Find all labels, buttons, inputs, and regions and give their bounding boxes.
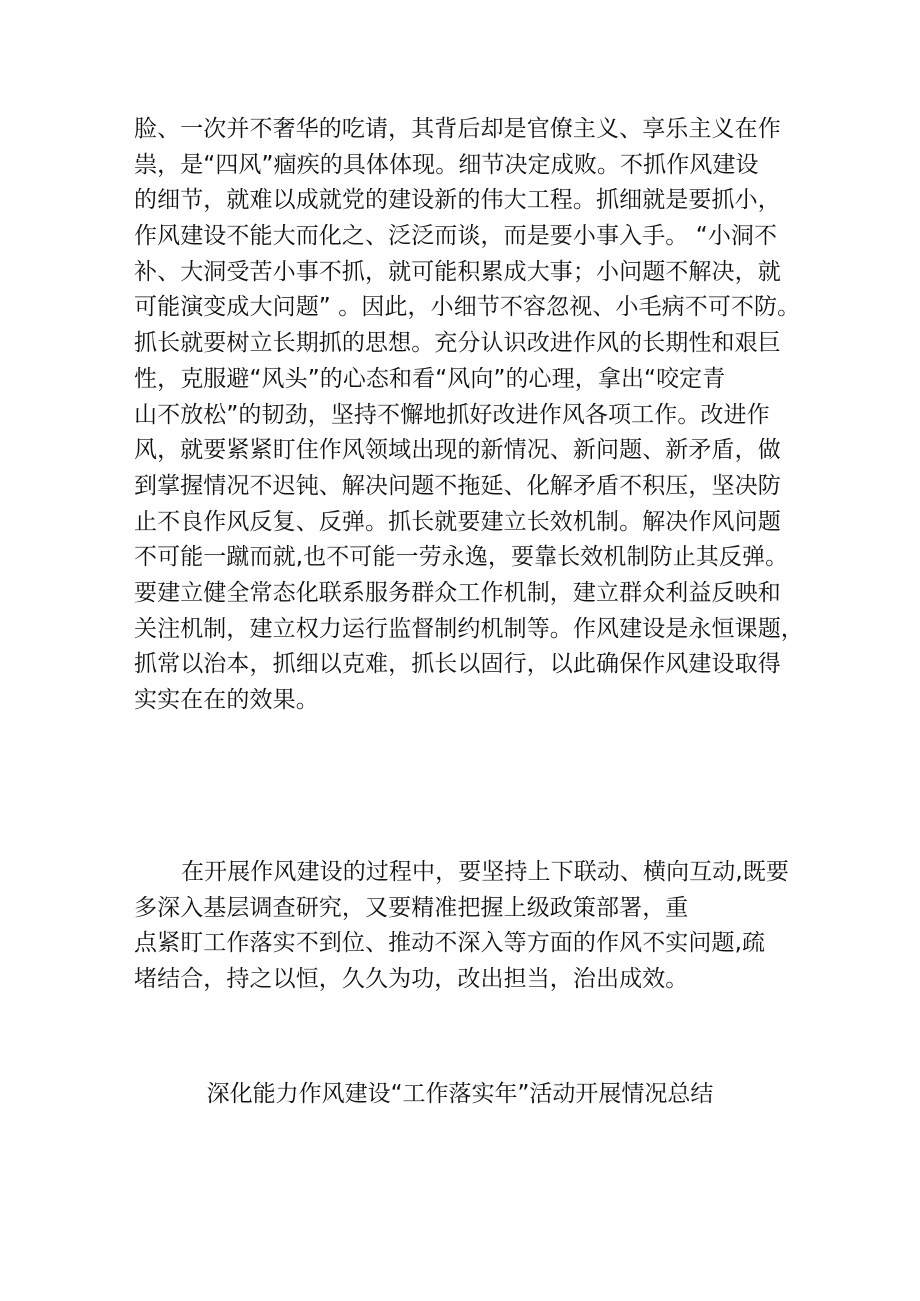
text-line: 性，克服避“风头”的心态和看“风向”的心理，拿出“咬定青 xyxy=(134,365,726,392)
text-line: 补、大洞受苦小事不抓，就可能积累成大事；小问题不解决，就 xyxy=(134,258,781,285)
text-line: 抓长就要树立长期抓的思想。充分认识改进作风的长期性和艰巨 xyxy=(134,330,781,357)
body-paragraph-2 xyxy=(134,855,804,998)
text-line: 多深入基层调查研究，又要精准把握上级政策部署，重 xyxy=(134,894,689,921)
text-line-indented: 在开展作风建设的过程中，要坚持上下联动、横向互动,既要 xyxy=(181,859,790,885)
text-line: 关注机制，建立权力运行监督制约机制等。作风建设是永恒课题， xyxy=(134,615,804,642)
text-line: 要建立健全常态化联系服务群众工作机制，建立群众利益反映和 xyxy=(134,579,781,606)
text-line: 点紧盯工作落实不到位、推动不深入等方面的作风不实问题,疏 xyxy=(134,930,766,957)
text-line: 止不良作风反复、反弹。抓长就要建立长效机制。解决作风问题 xyxy=(134,508,781,535)
body-paragraph-1 xyxy=(134,112,804,719)
text-line: 山不放松”的韧劲，坚持不懈地抓好改进作风各项工作。改进作 xyxy=(134,401,770,428)
text-line: 可能演变成大问题” 。因此，小细节不容忽视、小毛病不可不防。 xyxy=(134,294,801,321)
text-line: 脸、一次并不奢华的吃请，其背后却是官僚主义、享乐主义在作 xyxy=(134,116,781,142)
text-line: 祟，是“四风”痼疾的具体体现。细节决定成败。不抓作风建设 xyxy=(134,151,759,178)
text-line: 到掌握情况不迟钝、解决问题不拖延、化解矛盾不积压，坚决防 xyxy=(134,472,781,499)
text-line: 不可能一蹴而就,也不可能一劳永逸，要靠长效机制防止其反弹。 xyxy=(134,544,789,571)
text-line: 风，就要紧紧盯住作风领域出现的新情况、新问题、新矛盾，做 xyxy=(134,437,781,464)
text-line: 实实在在的效果。 xyxy=(134,687,319,713)
text-line: 的细节，就难以成就党的建设新的伟大工程。抓细就是要抓小， xyxy=(134,187,781,214)
text-line: 作风建设不能大而化之、泛泛而谈，而是要小事入手。 “小洞不 xyxy=(134,223,778,250)
section-title: 深化能力作风建设“工作落实年”活动开展情况总结 xyxy=(206,1081,714,1107)
text-line: 堵结合，持之以恒，久久为功，改出担当，治出成效。 xyxy=(134,966,689,993)
text-line: 抓常以治本，抓细以克难，抓长以固行，以此确保作风建设取得 xyxy=(134,651,781,678)
